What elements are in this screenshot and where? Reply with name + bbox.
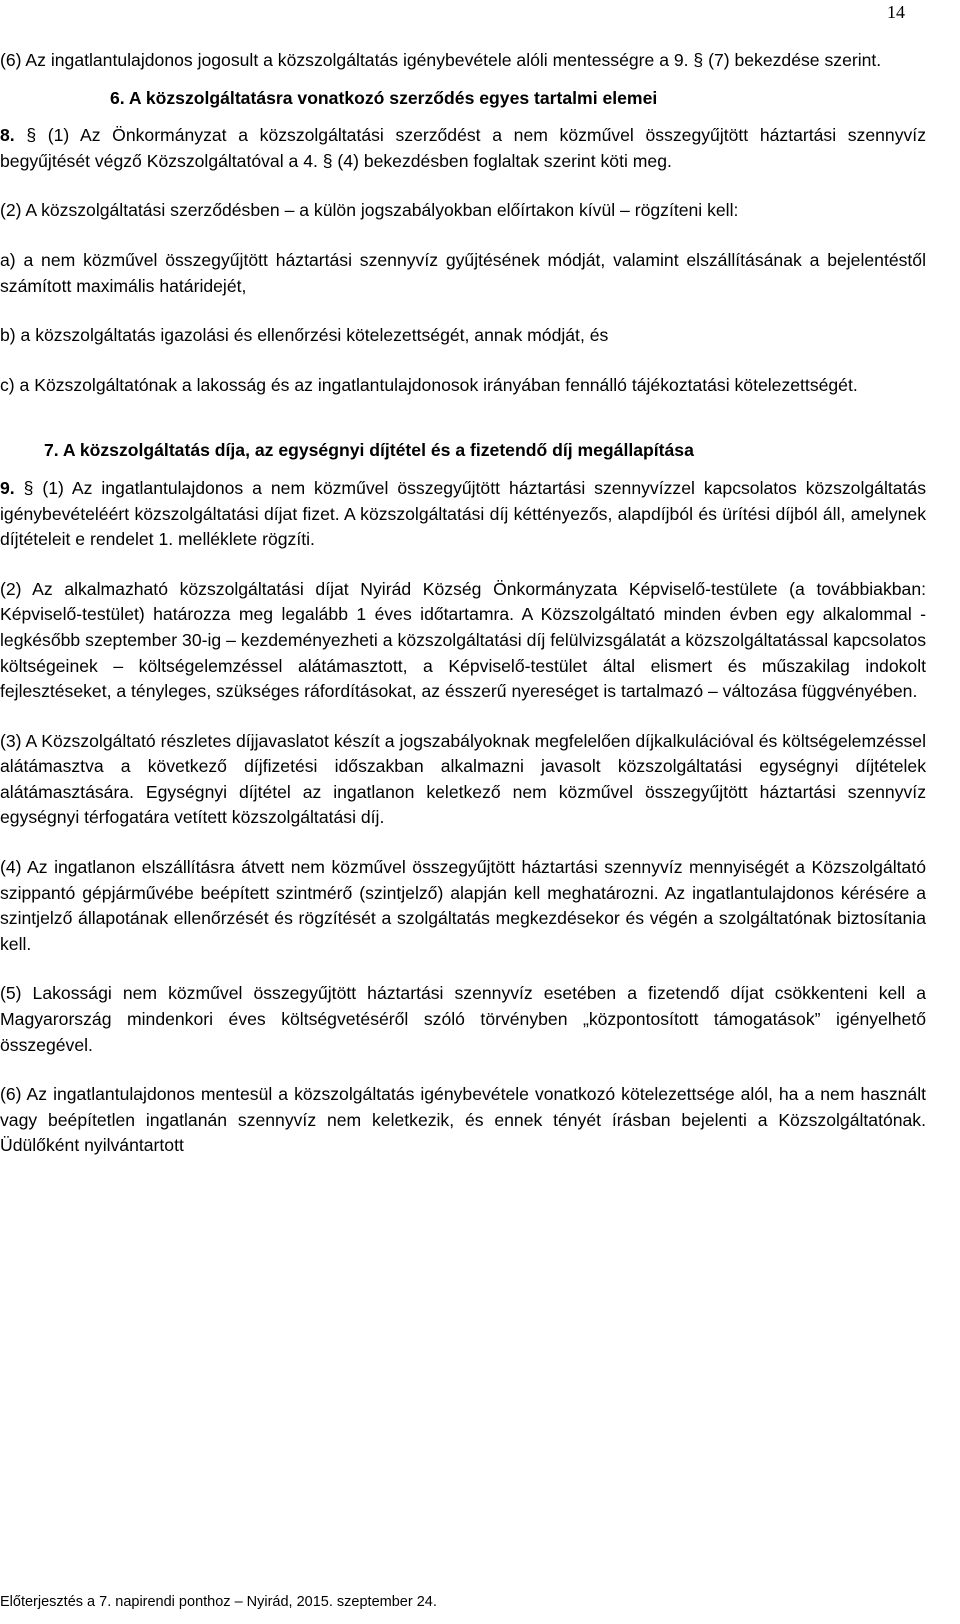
section-heading-7: 7. A közszolgáltatás díja, az egységnyi díjtétel és a fizetendő díj megállapítása <box>44 440 694 461</box>
section-8-item-c: c) a Közszolgáltatónak a lakosság és az ingatlantulajdonosok irányában fennálló tájékoztatási kötelezettségét. <box>0 374 858 395</box>
section-9-paragraph-3: (3) A Közszolgáltató részletes díjjavaslatot készít a jogszabályoknak megfelelően díjkalkulációval és költségelemzéssel alátámasztva a következő díjfizetési időszakban alkalmazni javasolt közszolgáltatási egységnyi díjtételek alátámasztására. Egységnyi díjtétel az ingatlanon keletkező nem közművel összegyűjtött háztartási szennyvíz egységnyi térfogatára vetített közszolgáltatási díj. <box>0 730 926 828</box>
section-8-paragraph-2: (2) A közszolgáltatási szerződésben – a külön jogszabályokban előírtakon kívül – rögzíteni kell: <box>0 200 739 221</box>
section-8-paragraph-1 <box>0 123 926 174</box>
section-9-paragraph-5: (5) Lakossági nem közművel összegyűjtött háztartási szennyvíz esetében a fizetendő díjat csökkenteni kell a Magyarország mindenkori éves költségvetéséről szóló törvényben „központosított támogatások” igényelhető összegével. <box>0 983 926 1055</box>
page-number: 14 <box>887 2 905 22</box>
section-8-item-b: b) a közszolgáltatás igazolási és ellenőrzési kötelezettségét, annak módját, és <box>0 325 609 346</box>
section-8-paragraph-1-text: § (1) Az Önkormányzat a közszolgáltatási szerződést a nem közművel összegyűjtött háztartási szennyvíz begyűjtését végző Közszolgáltatóval a 4. § (4) bekezdésben foglaltak szerint köti meg. <box>0 125 926 171</box>
section-9-paragraph-1-text: § (1) Az ingatlantulajdonos a nem közművel összegyűjtött háztartási szennyvízzel kapcsolatos közszolgáltatás igénybevételéért közszolgáltatási díjat fizet. A közszolgáltatási díj kéttényezős, alapdíjból és ürítési díjból áll, amelynek díjtételeit e rendelet 1. melléklete rögzíti. <box>0 477 926 550</box>
section-8-number: 8. <box>0 125 15 146</box>
page-footer: Előterjesztés a 7. napirendi ponthoz – Nyirád, 2015. szeptember 24. <box>0 1594 437 1610</box>
section-9-paragraph-2: (2) Az alkalmazható közszolgáltatási díjat Nyirád Község Önkormányzata Képviselő-testülete (a továbbiakban: Képviselő-testület) határozza meg legalább 1 éves időtartamra. A Közszolgáltató minden évben egy alkalommal - legkésőbb szeptember 30-ig – kezdeményezheti a közszolgáltatási díj felülvizsgálatát a közszolgáltatással kapcsolatos költségeinek – költségelemzéssel alátámasztott, a Képviselő-testület által elismert és műszakilag indokolt fejlesztéseket, a tényleges, szükséges ráfordításokat, az ésszerű nyereséget is tartalmazó – változása függvényében. <box>0 578 926 702</box>
section-9-paragraph-4: (4) Az ingatlanon elszállításra átvett nem közművel összegyűjtött háztartási szennyvíz mennyiségét a Közszolgáltató szippantó gépjárművébe beépített szintmérő (szintjelző) alapján kell meghatározni. Az ingatlantulajdonos kérésére a szintjelző állapotának ellenőrzését és rögzítését a szolgáltatás megkezdésekor és végén a szolgáltatónak biztosítania kell. <box>0 857 926 954</box>
paragraph-6-7-tail: (6) Az ingatlantulajdonos jogosult a közszolgáltatás igénybevétele alóli mentességre a 9. § (7) bekezdése szerint. <box>0 50 882 70</box>
document-body <box>0 48 926 1159</box>
section-heading-6: 6. A közszolgáltatásra vonatkozó szerződés egyes tartalmi elemei <box>110 87 658 108</box>
section-9-paragraph-6: (6) Az ingatlantulajdonos mentesül a közszolgáltatás igénybevétele vonatkozó kötelezettsége alól, ha a nem használt vagy beépítetlen ingatlanán szennyvíz nem keletkezik, és ennek tényét írásban bejelenti a Közszolgáltatónak. Üdülőként nyilvántartott <box>0 1084 926 1156</box>
section-9-paragraph-1 <box>0 476 926 553</box>
section-9-number: 9. <box>0 477 15 498</box>
section-8-item-a: a) a nem közművel összegyűjtött háztartási szennyvíz gyűjtésének módját, valamint elszállításának a bejelentéstől számított maximális határidejét, <box>0 249 926 296</box>
